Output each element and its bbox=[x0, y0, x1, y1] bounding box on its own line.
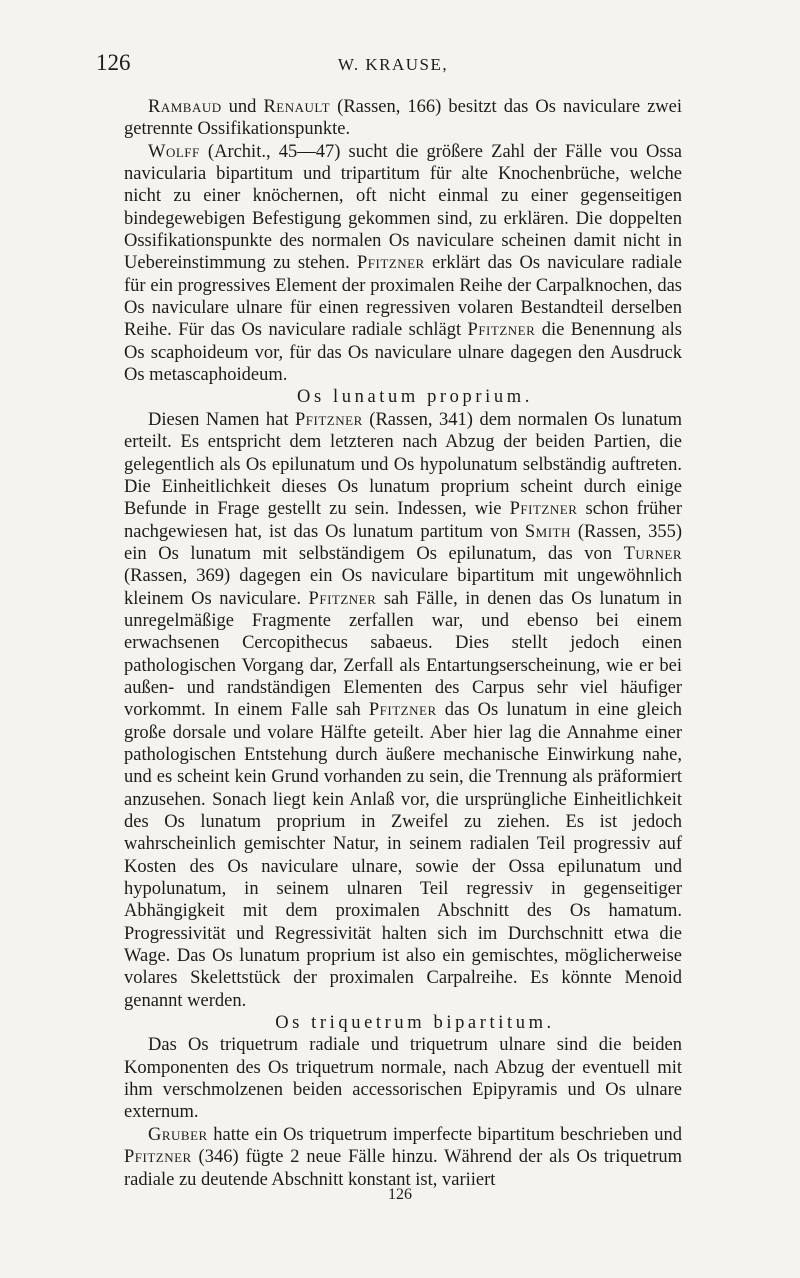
author-name: Turner bbox=[623, 543, 682, 564]
section-title-lunatum: Os lunatum proprium. bbox=[297, 387, 533, 408]
body-text bbox=[124, 96, 682, 1191]
author-name: Gruber bbox=[148, 1124, 208, 1145]
author-name: Renault bbox=[263, 97, 331, 117]
page-number-top: 126 bbox=[96, 50, 131, 75]
author-name: Wolff bbox=[148, 141, 200, 162]
author-name: Pfitzner bbox=[308, 588, 377, 609]
page-number-bottom: 126 bbox=[388, 1186, 412, 1203]
paragraph-2: Wolff (Archit., 45—47) sucht die größere Zahl der Fälle vou Ossa navicularia bipartitum und tripartitum für alte Knochenbrüche, welche nicht zu einer knöchernen, oft nicht einmal zu einer gegenseitigen bindegewebigen Befestigung gekommen sind, zu erklären. Die doppelten Ossifikationspunkte des normalen Os naviculare scheinen damit nicht in Uebereinstimmung zu stehen. Pfitzner erklärt das Os naviculare radiale für ein progressives Element der proximalen Reihe der Carpalknochen, das Os naviculare ulnare für einen regressiven volaren Bestandteil derselben Reihe. Für das Os naviculare radiale schlägt Pfitzner die Benennung als Os scaphoideum vor, für das Os naviculare ulnare dagegen den Ausdruck Os metascaphoideum. bbox=[124, 141, 682, 386]
author-name: Pfitzner bbox=[509, 499, 578, 520]
author-name: Rambaud bbox=[148, 97, 222, 117]
author-name: Pfitzner bbox=[368, 700, 437, 721]
page-header bbox=[96, 50, 690, 82]
paragraph-1: Rambaud und Renault (Rassen, 166) besitzt das Os naviculare zwei getrennte Ossifikationspunkte. bbox=[124, 97, 683, 140]
paragraph-5: Gruber hatte ein Os triquetrum imperfecte bipartitum beschrieben und Pfitzner (346) fügte 2 neue Fälle hinzu. Während der als Os triquetrum radiale zu deutende Abschnitt konstant ist, variiert bbox=[124, 1124, 682, 1190]
section-title-triquetrum: Os triquetrum bipartitum. bbox=[275, 1013, 555, 1034]
author-name: Pfitzner bbox=[357, 253, 425, 274]
author-name: Pfitzner bbox=[467, 320, 536, 341]
author-name: Pfitzner bbox=[124, 1147, 192, 1168]
paragraph-4: Das Os triquetrum radiale und triquetrum ulnare sind die beiden Komponenten des Os triquetrum normale, nach Abzug der eventuell mit ihm verschmolzenen beiden accessorischen Epipyramis und Os ulnare externum. bbox=[124, 1035, 682, 1123]
author-name: Smith bbox=[524, 521, 571, 542]
author-name: Pfitzner bbox=[295, 409, 363, 430]
paragraph-3: Diesen Namen hat Pfitzner (Rassen, 341) dem normalen Os lunatum erteilt. Es entspricht dem letzteren nach Abzug der beiden Partien, die gelegentlich als Os epilunatum und Os hypolunatum selbständig auftreten. Die Einheitlichkeit dieses Os lunatum proprium scheint durch einige Befunde in Frage gestellt zu sein. Indessen, wie Pfitzner schon früher nachgewiesen hat, ist das Os lunatum partitum von Smith (Rassen, 355) ein Os lunatum mit selbständigem Os epilunatum, das von Turner (Rassen, 369) dagegen ein Os naviculare bipartitum mit ungewöhnlich kleinem Os naviculare. Pfitzner sah Fälle, in denen das Os lunatum in unregelmäßige Fragmente zerfallen war, und ebenso bei einem erwachsenen Cercopithecus sabaeus. Dies stellt jedoch einen pathologischen Vorgang dar, Zerfall als Entartungserscheinung, wie er bei außen- und randständigen Elementen des Carpus sehr viel häufiger vorkommt. In einem Falle sah Pfitzner das Os lunatum in eine gleich große dorsale und volare Hälfte geteilt. Aber hier lag die Annahme einer pathologischen Entstehung durch äußere mechanische Einwirkung nahe, und es scheint kein Grund vorhanden zu sein, die Trennung als präformiert anzusehen. Sonach liegt kein Anlaß vor, die ursprüngliche Einheitlichkeit des Os lunatum proprium in Zweifel zu ziehen. Es ist jedoch wahrscheinlich gemischter Natur, in seinem radialen Teil progressiv auf Kosten des Os naviculare ulnare, sowie der Ossa epilunatum und hypolunatum, in seinem ulnaren Teil regressiv in gegenseitiger Abhängigkeit mit dem proximalen Abschnitt des Os hamatum. Progressivität und Regressivität halten sich im Durchschnitt etwa die Wage. Das Os lunatum proprium ist also ein gemischtes, möglicherweise volares Skelettstück der proximalen Carpalreihe. Es könnte Menoid genannt werden. bbox=[124, 409, 682, 1011]
running-head: W. KRAUSE, bbox=[337, 55, 449, 74]
